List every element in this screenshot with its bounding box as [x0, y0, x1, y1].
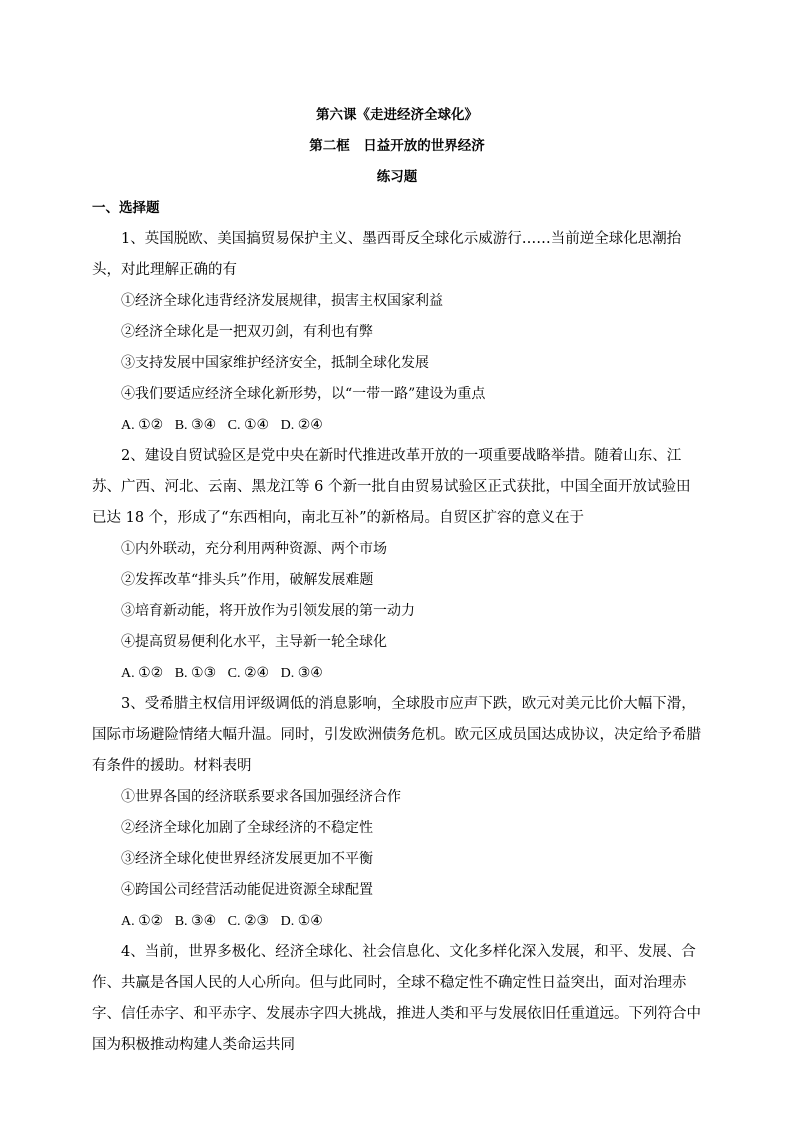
option-item: ②发挥改革“排头兵”作用，破解发展难题: [121, 572, 374, 588]
question-4: [92, 937, 702, 1061]
option-item: ④提高贸易便利化水平，主导新一轮全球化: [121, 634, 387, 650]
answer-choices: [92, 658, 702, 689]
option-item: ①经济全球化违背经济发展规律，损害主权国家利益: [121, 293, 443, 309]
option-item: ①世界各国的经济联系要求各国加强经济合作: [121, 789, 401, 805]
option-item: ②经济全球化是一把双刃剑，有利也有弊: [121, 324, 373, 340]
question-stem: 3、受希腊主权信用评级调低的消息影响，全球股市应声下跌，欧元对美元比价大幅下滑，国际市场避险情绪大幅升温。同时，引发欧洲债务危机。欧元区成员国达成协议，决定给予希腊有条件的援助。材料表明: [92, 696, 701, 774]
question-3: [92, 689, 702, 937]
question-stem: 2、建设自贸试验区是党中央在新时代推进改革开放的一项重要战略举措。随着山东、江苏、广西、河北、云南、黑龙江等 6 个新一批自由贸易试验区正式获批，中国全面开放试验田已达 18 个，形成了“东西相向，南北互补”的新格局。自贸区扩容的意义在于: [92, 448, 691, 526]
option-item: ③培育新动能，将开放作为引领发展的第一动力: [121, 603, 415, 619]
choice-b[interactable]: B. ①③: [174, 666, 217, 681]
option-item: ①内外联动，充分利用两种资源、两个市场: [121, 541, 387, 557]
question-stem: 1、英国脱欧、美国搞贸易保护主义、墨西哥反全球化示威游行……当前逆全球化思潮抬头，对此理解正确的有: [92, 231, 682, 278]
choice-c[interactable]: C. ①④: [227, 418, 270, 433]
question-1: [92, 224, 702, 441]
question-2: [92, 441, 702, 689]
section-heading: 一、选择题: [92, 200, 160, 216]
answer-choices: [92, 906, 702, 937]
choice-a[interactable]: A. ①②: [121, 418, 164, 433]
choice-c[interactable]: C. ②③: [227, 914, 270, 929]
choice-c[interactable]: C. ②④: [227, 666, 270, 681]
exercise-title: 练习题: [376, 169, 418, 185]
question-stem: 4、当前，世界多极化、经济全球化、社会信息化、文化多样化深入发展，和平、发展、合作、共赢是各国人民的人心所向。但与此同时，全球不稳定性不确定性日益突出，面对治理赤字、信任赤字、和平赤字、发展赤字四大挑战，推进人类和平与发展依旧任重道远。下列符合中国为积极推动构建人类命运共同: [92, 944, 701, 1053]
answer-choices: [92, 410, 702, 441]
choice-b[interactable]: B. ③④: [174, 914, 217, 929]
option-item: ②经济全球化加剧了全球经济的不稳定性: [121, 820, 373, 836]
choice-b[interactable]: B. ③④: [174, 418, 217, 433]
choice-d[interactable]: D. ①④: [280, 914, 323, 929]
choice-a[interactable]: A. ①②: [121, 914, 164, 929]
choice-d[interactable]: D. ③④: [280, 666, 323, 681]
lesson-title: 第六课《走进经济全球化》: [316, 107, 478, 123]
option-item: ③支持发展中国家维护经济安全，抵制全球化发展: [121, 355, 429, 371]
option-item: ④我们要适应经济全球化新形势，以“一带一路”建设为重点: [121, 386, 486, 402]
option-item: ③经济全球化使世界经济发展更加不平衡: [121, 851, 373, 867]
frame-title: 第二框 日益开放的世界经济: [309, 138, 485, 154]
choice-a[interactable]: A. ①②: [121, 666, 164, 681]
choice-d[interactable]: D. ②④: [280, 418, 323, 433]
option-item: ④跨国公司经营活动能促进资源全球配置: [121, 882, 373, 898]
